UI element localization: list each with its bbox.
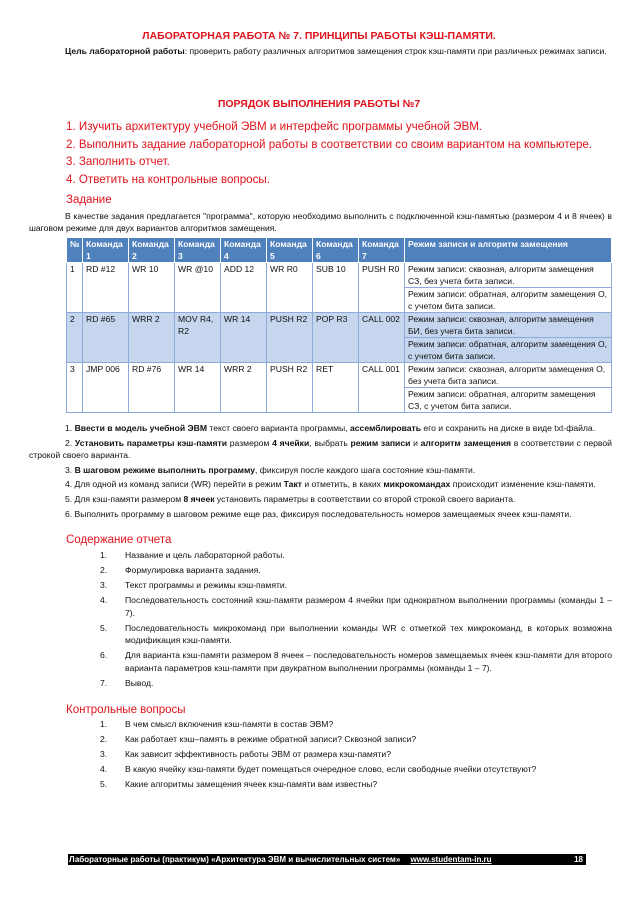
header-cell: Режим записи и алгоритм замещения <box>405 238 612 263</box>
instruction-3 <box>29 464 612 477</box>
text: установить параметры в соответствии со второй строкой своего варианта. <box>214 493 516 504</box>
cell: RD #12 <box>83 263 129 313</box>
cell: RD #65 <box>83 313 129 363</box>
cell: CALL 001 <box>359 363 405 413</box>
text: размером <box>227 437 273 448</box>
list-item: 2. Формулировка варианта задания. <box>100 564 261 575</box>
bold-text: Такт <box>283 479 302 490</box>
instruction-5 <box>29 493 612 506</box>
list-item: 5. Какие алгоритмы замещения ячеек кэш-памяти вам известны? <box>100 779 378 790</box>
header-cell: Команда 7 <box>359 238 405 263</box>
cell: WR @10 <box>175 263 221 313</box>
table-row <box>67 313 612 338</box>
mode-cell: Режим записи: обратная, алгоритм замещения О, с учетом бита записи. <box>405 338 612 363</box>
text: и <box>410 437 421 448</box>
instruction-6 <box>29 508 612 521</box>
list-item: 1. Название и цель лабораторной работы. <box>100 549 285 560</box>
text: 5. Для кэш-памяти размером <box>65 493 184 504</box>
header-cell: Команда 4 <box>221 238 267 263</box>
bold-text: В шаговом режиме выполнить программу <box>74 464 256 475</box>
cell: RET <box>313 363 359 413</box>
list-item: 4. Последовательность состояний кэш-памяти размером 4 ячейки при однократном выполнении программы (команды 1 – 7). <box>100 594 612 618</box>
item-text: Вывод. <box>125 678 154 688</box>
cell: PUSH R2 <box>267 363 313 413</box>
cell: 2 <box>67 313 83 363</box>
header-cell: № <box>67 238 83 263</box>
item-text: Название и цель лабораторной работы. <box>125 549 285 560</box>
table-row <box>67 263 612 288</box>
cell: WRR 2 <box>221 363 267 413</box>
text: и отметить, в каких <box>301 479 384 490</box>
footer-text: Лабораторные работы (практикум) «Архитектура ЭВМ и вычислительных систем» <box>69 855 401 864</box>
item-text: Как работает кэш–память в режиме обратной записи? Сквозной записи? <box>125 734 417 745</box>
mode-cell: Режим записи: сквозная, алгоритм замещения О, без учета бита записи. <box>405 363 612 388</box>
cell: 3 <box>67 363 83 413</box>
report-heading: Содержание отчета <box>66 534 172 547</box>
item-text: В какую ячейку кэш-памяти будет помещаться очередное слово, если свободные ячейки отсутствуют? <box>125 764 537 775</box>
goal-text: : проверить работу различных алгоритмов замещения строк кэш-памяти при различных режимах записи. <box>184 46 607 56</box>
list-item: 6. Для варианта кэш-памяти размером 8 ячеек – последовательность номеров замещаемых ячеек кэш-памяти для второго варианта параметров кэш-памяти при двукратном выполнении программы (команды 1 – 7). <box>100 650 612 673</box>
cell: ADD 12 <box>221 263 267 313</box>
header-cell: Команда 3 <box>175 238 221 263</box>
cell: WR 10 <box>129 263 175 313</box>
cell: WRR 2 <box>129 313 175 363</box>
cell: RD #76 <box>129 363 175 413</box>
item-text: В чем смысл включения кэш-памяти в состав ЭВМ? <box>125 719 334 730</box>
procedure-title: ПОРЯДОК ВЫПОЛНЕНИЯ РАБОТЫ №7 <box>217 98 421 110</box>
mode-cell: Режим записи: обратная, алгоритм замещения О, с учетом бита записи. <box>405 288 612 313</box>
item-text: Текст программы и режимы кэш-памяти. <box>125 579 288 590</box>
cell: WR 14 <box>221 313 267 363</box>
cell: SUB 10 <box>313 263 359 313</box>
step: 1. Изучить архитектуру учебной ЭВМ и интерфейс программы учебной ЭВМ. <box>66 120 483 133</box>
main-flow <box>29 237 612 791</box>
bold-text: Установить параметры кэш-памяти <box>74 437 228 448</box>
instruction-2 <box>29 437 612 462</box>
text: 3. <box>65 464 75 475</box>
footer-link[interactable]: www.studentam-in.ru <box>410 855 492 864</box>
text: его и сохранить на диске в виде txt-файла. <box>421 423 596 433</box>
text: , выбрать <box>309 437 351 448</box>
list-item: 2. Как работает кэш–память в режиме обратной записи? Сквозной записи? <box>100 734 417 745</box>
header-cell: Команда 1 <box>83 238 129 263</box>
task-heading: Задание <box>66 194 112 206</box>
cell: WR 14 <box>175 363 221 413</box>
text: происходит изменение кэш-памяти. <box>450 479 596 490</box>
text: , фиксируя после каждого шага состояние кэш-памяти. <box>255 464 476 475</box>
questions-list <box>100 718 612 791</box>
report-list <box>100 549 612 690</box>
item-text: Какие алгоритмы замещения ячеек кэш-памяти вам известны? <box>125 779 378 790</box>
cell: PUSH R0 <box>359 263 405 313</box>
variants-table <box>66 237 612 413</box>
bold-text: микрокомандах <box>383 479 451 490</box>
goal-paragraph <box>29 45 612 58</box>
header-cell: Команда 5 <box>267 238 313 263</box>
item-text: Как зависит эффективность работы ЭВМ от размера кэш-памяти? <box>125 749 392 760</box>
task-text: В качестве задания предлагается "программа", которую необходимо выполнить с подключенной кэш-памятью (размером 4 и 8 ячеек) в шаговом режиме для двух вариантов алгоритмов замещения. <box>29 211 612 233</box>
item-text: Последовательность состояний кэш-памяти размером 4 ячейки при однократном выполнении программы (команды 1 – 7). <box>125 594 612 618</box>
step: 2. Выполнить задание лабораторной работы в соответствии со своим вариантом на компьютере. <box>66 137 593 151</box>
instruction-1 <box>29 422 612 435</box>
mode-cell: Режим записи: обратная, алгоритм замещения СЗ, с учетом бита записи. <box>405 388 612 413</box>
bold-text: режим записи <box>350 437 411 448</box>
procedure-steps <box>66 118 592 188</box>
text: в соответствии с первой строкой своего варианта. <box>29 437 612 461</box>
document-title: ЛАБОРАТОРНАЯ РАБОТА № 7. ПРИНЦИПЫ РАБОТЫ КЭШ-ПАМЯТИ. <box>142 30 496 42</box>
header-cell: Команда 6 <box>313 238 359 263</box>
goal-label: Цель лабораторной работы <box>65 46 185 56</box>
header-cell: Команда 2 <box>129 238 175 263</box>
step: 3. Заполнить отчет. <box>66 155 170 168</box>
text: 4. Для одной из команд записи (WR) перейти в режим <box>65 479 284 490</box>
text: 6. Выполнить программу в шаговом режиме еще раз, фиксируя последовательность номеров замещаемых ячеек кэш-памяти. <box>65 508 572 519</box>
list-item: 3. Как зависит эффективность работы ЭВМ от размера кэш-памяти? <box>100 749 392 760</box>
table-row <box>67 363 612 388</box>
instructions <box>29 422 612 520</box>
instruction-4 <box>29 478 612 491</box>
cell: POP R3 <box>313 313 359 363</box>
cell: CALL 002 <box>359 313 405 363</box>
item-text: Последовательность микрокоманд при выполнении команды WR с отметкой тех микрокоманд, в которых возможна модификация кэш-памяти. <box>125 622 612 646</box>
list-item: 3. Текст программы и режимы кэш-памяти. <box>100 579 288 590</box>
cell: PUSH R2 <box>267 313 313 363</box>
cell: JMP 006 <box>83 363 129 413</box>
bold-text: Ввести в модель учебной ЭВМ <box>74 423 208 433</box>
mode-cell: Режим записи: сквозная, алгоритм замещения БИ, без учета бита записи. <box>405 313 612 338</box>
item-text: Формулировка варианта задания. <box>125 564 261 575</box>
list-item: 7. Вывод. <box>100 678 154 688</box>
bold-text: 4 ячейки <box>272 437 310 448</box>
text: текст своего варианта программы, <box>207 423 350 433</box>
bold-text: алгоритм замещения <box>420 437 512 448</box>
table-header-row <box>67 238 612 263</box>
bold-text: 8 ячеек <box>183 493 215 504</box>
text: 2. <box>65 437 75 448</box>
cell: 1 <box>67 263 83 313</box>
questions-heading: Контрольные вопросы <box>66 703 186 716</box>
step: 4. Ответить на контрольные вопросы. <box>66 172 270 186</box>
cell: WR R0 <box>267 263 313 313</box>
list-item: 5. Последовательность микрокоманд при выполнении команды WR с отметкой тех микрокоманд, в которых возможна модификация кэш-памяти. <box>100 622 612 646</box>
cell: MOV R4, R2 <box>175 313 221 363</box>
list-item: 1. В чем смысл включения кэш-памяти в состав ЭВМ? <box>100 719 334 730</box>
list-item: 4. В какую ячейку кэш-памяти будет помещаться очередное слово, если свободные ячейки отсутствуют? <box>100 764 537 775</box>
item-text: Для варианта кэш-памяти размером 8 ячеек – последовательность номеров замещаемых ячеек кэш-памяти для второго варианта параметров кэш-памяти при двукратном выполнении программы (команды 1 – 7). <box>125 650 612 673</box>
page-footer <box>68 854 586 865</box>
mode-cell: Режим записи: сквозная, алгоритм замещения СЗ, без учета бита записи. <box>405 263 612 288</box>
text: 1. <box>65 423 75 433</box>
page-number: 18 <box>574 855 583 864</box>
bold-text: ассемблировать <box>349 423 422 433</box>
